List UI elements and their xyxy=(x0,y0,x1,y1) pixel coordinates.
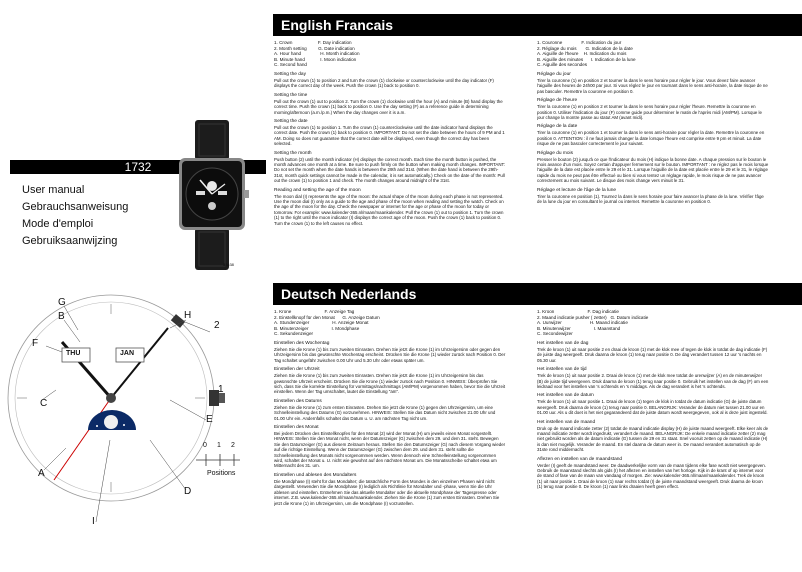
german-section-body: Die Mondphase (I) steht für das Mondalter; die tatsächliche Form des Mondes in den einzelnen Phasen wird nicht dargestellt. Verwenden Sie die Mondphase (I) lediglich als Richtlinie für Mondalter und -phase, wenn Sie die Uhr ablesen und einstellen. Entnehmen Sie das aktuelle Mondalter oder die aktuelle Mondphase der Tagespresse oder internet. Z.B. www.kalender-365.nl/maan/maankalender. Ziehen Sie die Krone (1) zum ersten Einrasten. Drehen Sie jetzt die Krone (1) im Uhrzeigersinn, um die Mondphase (I) vorzustellen. xyxy=(274,478,500,506)
manual-title-fr: Mode d'emploi xyxy=(22,218,94,230)
manual-title-de: Gebrauchsanweisung xyxy=(22,201,129,213)
watch-diagram xyxy=(0,290,268,567)
english-section-title: Reading and setting the age of the moon xyxy=(274,187,361,193)
english-section-body: The moon dial (I) represents the age of the moon: the actual shape of the moon during each phase is not represented. Use the moon dial (I) only as a guide to the age and phase of the moon when reading and setting the watch. Check on the age of the moon for the day. Check the newspaper or internet for the age or phase of the moon for today or tomorrow. For example: www.kalender-365.nl/maan/maankalender. Pull the crown (1) out to position 1. Turn the crown (1) to the right until the moon indicator (I) displays the correct age of the moon. Push the crown (1) back to position 0. Turn the crown (1) to the left causes no effect. xyxy=(274,193,504,226)
manual-title-nl: Gebruiksaanwijzing xyxy=(22,235,118,247)
english-section-body: Pull out the crown (1) out to position 2. Turn the crown (1) clockwise until the hour (A) and minute (B) hand display the correct time. Push the crown (1) back to position 0. Use the day setting (F) as a reference guide in determining morning/afternoon (a.m./p.m.) When the day changes over it is a.m. xyxy=(274,98,503,115)
english-section-body: Push button (2) until the month indicator (H) displays the correct month. Each time the month button is pushed, the month advances one month at a time. Be sure to push firmly on the button when making month changes. IMPORTANT: Do not set the month when the date hands is between the 29th and 31st. (When the date hand is between the 29th-31st, month quick settings cannot be made in the calendar, it is set automatically.) Check on the date of the month: Pull out the crown (1) to position 1 and check. The month changes around midnight of the 31st. xyxy=(274,156,505,184)
label-f: F xyxy=(32,338,39,349)
english-section-title: Setting the time xyxy=(274,92,308,98)
label-a: A xyxy=(38,468,45,479)
german-legend: 1. Krone F. Anzeige Tag 2. Einstellknopf für den Monat G. Anzeige Datum A. Stundenzeiger H. Anzeige Monat B. Minutenzeiger I. Mondphase C. Sekundenzeiger xyxy=(274,309,380,337)
positions-label: Positions xyxy=(207,470,236,477)
label-c: C xyxy=(40,398,48,409)
french-column xyxy=(537,40,769,276)
crown-position-0: 0 xyxy=(203,442,207,449)
french-section-body: Tirer la couronne (1) en position 1 et tourner la dans le sens anti-horaire pour régler la date. Remettre la couronne en position 0. ATTENTION : il ne faut jamais changer la date lorsque l'heure est comprise entre 9 pm et minuit. La date risque de ne pas basculer correctement le jour suivant. xyxy=(537,130,765,147)
watch-illustration xyxy=(155,120,267,270)
label-g: G xyxy=(58,297,66,308)
dutch-column xyxy=(537,309,769,565)
french-section-title: Réglage et lecture de l'âge de la lune xyxy=(537,187,617,193)
manual-title-en: User manual xyxy=(22,184,85,196)
french-section-body: Tirer la couronne (1) en position 2 et tourner la dans le sens horaire pour régler l'heure. Remettre la couronne en position 0. Utiliser l'indication du jour (F) comme guide pour déterminer le matin de l'après midi (AM/PM). Lorsque le jour change la montre passe au statut AM (avant midi). xyxy=(537,104,762,120)
crown-position-1: 1 xyxy=(217,442,221,449)
dutch-section-title: Het instellen van de tijd xyxy=(537,367,587,373)
dutch-section-body: Trek de kroon (1) uit naar positie 2. Draai de kroon (1) met de klok mee totdat de urenwijzer (A) en de minutenwijzer (B) de juiste tijd weergeven. Druk daarna de kroon (1) terug naar positie 0. Gebruik het instellen van de dag (F) om een leidraad voor het instellen van 's ochtends en 's middags. Als de dag verandert is het 's ochtends. xyxy=(537,373,769,389)
label-b: B xyxy=(58,311,65,322)
label-e: E xyxy=(206,414,213,425)
month-window: JAN xyxy=(120,350,135,357)
dutch-section-body: Druk op de maand indicatie zetter (2) totdat de maand indicatie display (H) de juiste maand weergeeft. Elke keer als de maand indicatie zetter wordt ingedrukt, verandert de maand. BELANGRIJK: De enkele maand indicatie zetter (2) mag niet gebruikt worden als de datum indicatie (G) tussen de 29 en 31 staat. Snel vooruit zetten op de maand indicatie (H) is dan niet mogelijk. Verander de maand. En stel daarna de datum weer in. De maand verandert automatisch op de 31ste rond middernacht. xyxy=(537,425,769,453)
label-h: H xyxy=(184,310,192,321)
dutch-section-body: Verder (I) geeft de maandstand weer. De daadwerkelijke vorm van de maan tijdens elke fase wordt niet weergegeven. Gebruik de maanstand slechts als gids (I) het aflezen en instellen van het horloge. Kijk in de krant of op internet voor de stand of fase van de maan van vandaag of morgen. Zie: www.kalender-365.nl/maan/maankalender. Trek de kroon (1) uit naar positie 1. Draai de kroon (1) naar rechts totdat (I) de juiste maandstand weergeeft. Druk daarna de kroon (1) terug naar positie 0. De kroon (1) naar links draaien heeft geen effect. xyxy=(537,462,766,490)
german-section-title: Einstellen des Monat xyxy=(274,425,319,431)
german-section-title: Einstellen des Datums xyxy=(274,398,322,404)
french-section-title: Réglage du mois xyxy=(537,150,573,156)
label-pusher-2: 2 xyxy=(214,320,220,331)
french-section-title: Réglage du jour xyxy=(537,71,571,77)
dutch-section-title: Het instellen van de datum xyxy=(537,393,594,399)
header-english-francais-title: English Francais xyxy=(281,17,394,33)
german-section-title: Einstellen und ablesen des Mondalters xyxy=(274,472,357,478)
english-section-title: Setting the month xyxy=(274,150,312,156)
german-section-body: Ziehen Sie die Krone (1) bis zum zweiten Einrasten. Drehen Sie jetzt die Krone (1) im Uhrzeigersinn oder gegen den Uhrzeigersinn bis das gewünschte Wochentag erscheint. Drücken Sie die Krone (1) wieder zurück nach Position 0. Der Tag schaltet ungefähr zwischen 0.00 Uhr und 5.30 Uhr oder etwas später um. xyxy=(274,346,506,363)
watch-photo xyxy=(155,120,267,270)
english-legend: 1. Crown F. Day indication 2. Month setting G. Date indication A. Hour hand H. Month indication B. Minute hand I. Moon indication C. Second hand xyxy=(274,40,360,68)
english-column xyxy=(274,40,506,276)
german-section-body: Bei jedem Drücken des Einstellknopfes für den Monat (2) wird der Monat (H) um jeweils einen Monat vorgestellt. HINWEIS: Stellen Sie den Monat nicht, wenn der Datumszeiger (G) zwischen dem 29. und dem 31. steht. Bewegen Sie den Datumzeiger (G) aus diesem Zeitraum heraus. Stellen Sie den Datumszeiger (G) nach diesem Vorgang wieder auf die richtige Einstellung. Wenn der Datumszeiger (G) zwischen dem 29. und dem 31. steht sollte die Schnelleinstellung des Monats nicht vorgenommen werden. Wenn dennoch eine Schnelleinstellung vorgenommen wird, schaltet der Monat u. U. nicht wie gewohnt auf den nächsten Monat um. Die Monatsscheibe schaltet etwa um Mitternacht des 31. um. xyxy=(274,431,506,469)
header-deutsch-nederlands xyxy=(273,283,802,305)
french-legend: 1. Couronne F. Indication du jour 2. Réglage du mois G. Indication de la date A. Aiguille de l'heure H. Indication du mois B. Aiguille des minutes I. Indication de la lune C. Aiguille des secondes xyxy=(537,40,636,68)
dutch-section-title: Het instellen van de maand xyxy=(537,419,596,425)
crown-position-2: 2 xyxy=(231,442,235,449)
label-d: D xyxy=(184,486,192,497)
german-section-body: Ziehen Sie die Krone (1) bis zum zweiten Einrasten. Drehen Sie jetzt die Krone (1) im Uhrzeigersinn bis das gewünschte Uhrzeit erscheint. Drücken Sie die Krone (1) wieder zurück nach Position 0. HINWEIS: Überprüfen Sie sich, dass Sie die korrekte Einstellung für vormittags/nachmittags (AM/PM) vorgenommen haben, bevor Sie die Uhrzeit einstellen. Wenn der Tag umschaltet, lautet die Einstellung "am". xyxy=(274,373,506,395)
french-section-body: Tirer la couronne (1) en position 2 et tourner la dans le sens horaire pour régler le jour. Vous devez faire avancer l'aiguille des heures de 24h00 par jour. Si vous réglez le jour en tournant dans le sens anti-horaire, la date risque de ne pas basculer. Remettre la couronne en position 0. xyxy=(537,77,768,94)
french-section-body: Presser le bouton (2) jusqu'à ce que l'indicateur du mois (H) indique la bonne date. A chaque pression sur le bouton le mois avance d'un mois. Soyez certain d'appuyer fermement sur le bouton. IMPORTANT : ne réglez pas le mois lorsque l'aiguille de la date est placée entre le 29 et le 31. Lorsque l'aiguille de la date est placée entre le 29 et le 31, le réglage rapide du mois ne peut pas être effectué ou bien si vous tentez un réglage rapide, le mois risque de ne pas avancer correctement au mois suivant. Le disque des mois change vers minuit le 31. xyxy=(537,156,769,184)
german-section-title: Einstellen des Wochentag xyxy=(274,340,330,346)
dutch-legend: 1. Kroon F. Dag indicatie 2. Maand indicatie pusher ( zetter) G. Datum indicatie A. Uurwijzer H. Maand indicatie B. Minutenwijzer I. Maanstand C. Secondewijzer xyxy=(537,309,649,337)
dutch-section-body: Trek de kroon (1) uit naar positie 1. Draai de kroon (1) tegen de klok in totdat de datum indicatie (G) de juiste datum weergeeft. Druk daarna de kroon (1) terug naar positie 0. BELANGRIJK: Verander de datum niet tussen 21.00 uur en 01.00 uur. Als u dit doet is het niet gegarandeerd dat de juiste datum wordt weergegeven, ook al is deze juist ingesteld. xyxy=(537,399,768,416)
dutch-section-body: Trek de kroon (1) uit naar positie 2 en draai de kroon (1) met de klok mee of tegen de klok in totdat de dag indicatie (F) de juiste dag weergeeft. Druk daarna de kroon (1) terug naar positie 0. De dag verandert tussen 12 uur 's nachts en 05.30 uur. xyxy=(537,346,768,363)
watch-size-label: 38x38 xyxy=(223,262,234,267)
french-section-title: Réglage de la date xyxy=(537,124,578,130)
model-number: 1732 xyxy=(124,160,152,174)
label-crown-1: 1 xyxy=(218,384,224,395)
dutch-section-title: Het instellen van de dag xyxy=(537,340,589,346)
english-section-title: Setting the date xyxy=(274,119,308,124)
day-window: THU xyxy=(66,350,81,357)
english-section-body: Pull out the crown (1) to position 1. Turn the crown (1) counterclockwise until the date indicator hand displays the correct date. Push the crown (1) back to position 0. IMPORTANT: Do not set the date between the hours of 9 PM and 1 AM. Doing so does not guarantee that the correct date will be displayed, even though the correct day has been selected. xyxy=(274,125,505,147)
header-english-francais xyxy=(273,14,802,36)
dutch-section-title: Aflezen en instellen van de maandstand xyxy=(537,456,623,462)
header-deutsch-nederlands-title: Deutsch Nederlands xyxy=(281,286,417,302)
german-section-title: Einstellen der Uhrzeit xyxy=(274,367,320,373)
german-section-body: Ziehen Sie die Krone (1) zum ersten Einrasten. Drehen Sie jetzt die Krone (1) gegen den Uhrzeigersinn, um eine Schnelleinstellung des Datums (G) vorzunehmen. HINWEIS: Stellen Sie das Datum nicht zwischen 21.00 Uhr und 01.00 Uhr ein. Andernfalls schaltet das Datum u. U. am nächsten Tag nicht um. xyxy=(274,404,496,421)
german-column xyxy=(274,309,506,565)
watch-diagram-drawing xyxy=(0,290,268,567)
english-section-body: Pull out the crown (1) to position 2 and turn the crown (1) clockwise or counterclockwise until the day indicator (F) displays the correct day of the week. Push the crown (1) back to position 0. xyxy=(274,77,494,89)
english-section-title: Setting the day xyxy=(274,71,307,77)
french-section-body: Tirer la couronne en position (1). Tournez la dans le sens horaire pour faire avancer la phase de la lune. Vérifier l'âge de la lune du jour en consultant le journal ou internet. Remettre la couronne en position 0. xyxy=(537,193,764,205)
label-i: I xyxy=(92,516,95,527)
french-section-title: Réglage de l'heure xyxy=(537,98,578,104)
